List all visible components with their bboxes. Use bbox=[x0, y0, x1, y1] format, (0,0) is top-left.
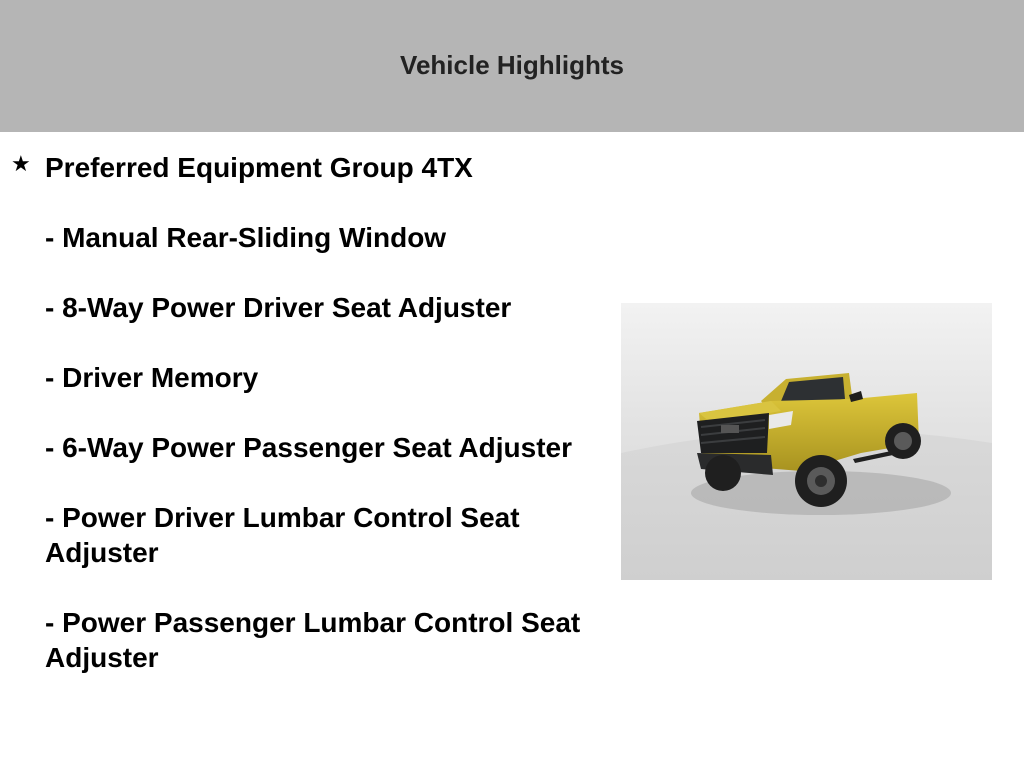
pickup-truck-image bbox=[621, 303, 992, 580]
highlight-item: - Power Driver Lumbar Control Seat Adjuster bbox=[45, 502, 520, 568]
highlight-item: - Power Passenger Lumbar Control Seat Adjuster bbox=[45, 607, 581, 673]
highlight-item: - Driver Memory bbox=[45, 362, 259, 393]
highlight-item: - 6-Way Power Passenger Seat Adjuster bbox=[45, 432, 572, 463]
highlight-item: - Manual Rear-Sliding Window bbox=[45, 222, 447, 253]
header-bar bbox=[0, 0, 1024, 132]
highlight-item: - 8-Way Power Driver Seat Adjuster bbox=[45, 292, 512, 323]
page-title: Vehicle Highlights bbox=[400, 50, 624, 80]
equipment-group-title: Preferred Equipment Group 4TX bbox=[45, 152, 473, 183]
vehicle-photo bbox=[621, 303, 992, 580]
star-bullet-icon: ★ bbox=[11, 151, 31, 176]
highlights-list bbox=[45, 150, 585, 710]
